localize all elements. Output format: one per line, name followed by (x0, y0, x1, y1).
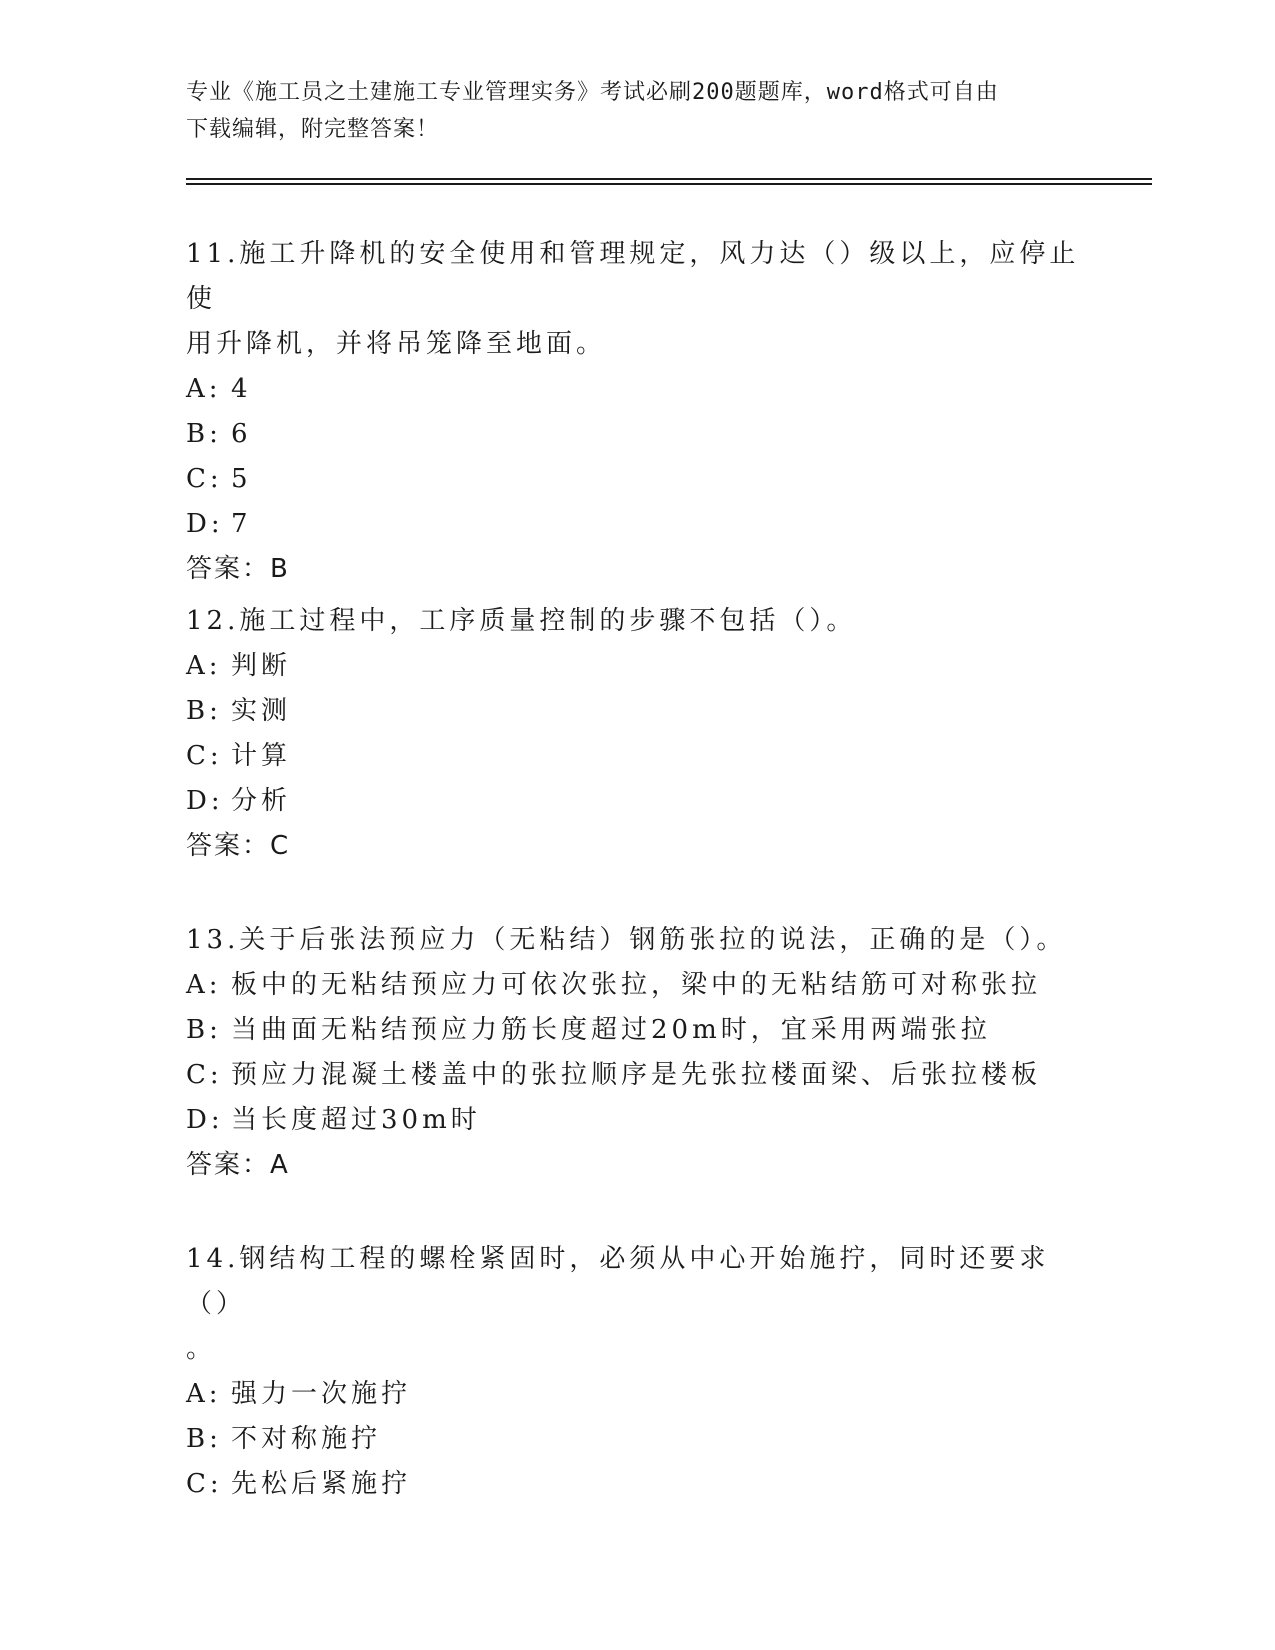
option-text: 分析 (231, 786, 292, 816)
option-d (186, 1098, 1086, 1143)
option-d (186, 502, 1086, 547)
question-12 (186, 599, 1086, 869)
option-text: 当长度超过30m时 (231, 1105, 481, 1135)
header-divider-top (186, 178, 1152, 180)
option-a (186, 367, 1086, 412)
option-letter: C: (186, 464, 223, 494)
question-stem-line: 用升降机，并将吊笼降至地面。 (186, 329, 607, 359)
header-divider-bottom (186, 183, 1152, 185)
question-stem-line: 。 (186, 1334, 217, 1364)
answer-line: 答案：C (186, 831, 291, 861)
option-letter: A: (186, 374, 222, 404)
option-letter: B: (186, 1015, 222, 1045)
option-c (186, 457, 1086, 502)
option-b (186, 689, 1086, 734)
header-line-2: 下载编辑，附完整答案！ (186, 117, 440, 142)
option-text: 判断 (231, 651, 292, 681)
answer-line: 答案：B (186, 554, 290, 584)
option-letter: D: (186, 509, 224, 539)
option-letter: C: (186, 741, 223, 771)
question-14 (186, 1237, 1086, 1507)
option-d (186, 779, 1086, 824)
option-letter: B: (186, 419, 222, 449)
option-c (186, 1462, 1086, 1507)
option-a (186, 644, 1086, 689)
option-b (186, 1417, 1086, 1462)
question-stem-line: 11.施工升降机的安全使用和管理规定，风力达（）级以上，应停止使 (186, 239, 1080, 314)
option-text: 预应力混凝土楼盖中的张拉顺序是先张拉楼面梁、后张拉楼板 (231, 1060, 1042, 1090)
option-letter: D: (186, 786, 224, 816)
option-text: 强力一次施拧 (231, 1379, 412, 1409)
question-stem-line: 13.关于后张法预应力（无粘结）钢筋张拉的说法，正确的是（）。 (186, 925, 1067, 955)
option-text: 板中的无粘结预应力可依次张拉，梁中的无粘结筋可对称张拉 (231, 970, 1042, 1000)
option-letter: A: (186, 1379, 222, 1409)
option-a (186, 1372, 1086, 1417)
header-line-1: 专业《施工员之土建施工专业管理实务》考试必刷200题题库，word格式可自由 (186, 80, 999, 105)
option-text: 计算 (231, 741, 292, 771)
option-letter: C: (186, 1060, 223, 1090)
question-11 (186, 232, 1086, 592)
question-stem-line: 12.施工过程中，工序质量控制的步骤不包括（）。 (186, 606, 857, 636)
question-stem-line: 14.钢结构工程的螺栓紧固时，必须从中心开始施拧，同时还要求（） (186, 1244, 1050, 1319)
document-header (186, 74, 1086, 148)
option-letter: B: (186, 1424, 222, 1454)
option-a (186, 963, 1086, 1008)
option-c (186, 1053, 1086, 1098)
option-text: 实测 (231, 696, 292, 726)
option-text: 当曲面无粘结预应力筋长度超过20m时，宜采用两端张拉 (231, 1015, 991, 1045)
option-text: 先松后紧施拧 (231, 1469, 412, 1499)
question-13 (186, 918, 1086, 1188)
answer-line: 答案：A (186, 1150, 290, 1180)
option-c (186, 734, 1086, 779)
option-b (186, 1008, 1086, 1053)
option-text: 4 (231, 374, 252, 404)
option-text: 7 (231, 509, 252, 539)
option-letter: A: (186, 651, 222, 681)
option-text: 不对称施拧 (231, 1424, 382, 1454)
option-letter: D: (186, 1105, 224, 1135)
option-text: 6 (231, 419, 252, 449)
option-text: 5 (231, 464, 252, 494)
option-letter: C: (186, 1469, 223, 1499)
option-letter: A: (186, 970, 222, 1000)
option-letter: B: (186, 696, 222, 726)
option-b (186, 412, 1086, 457)
